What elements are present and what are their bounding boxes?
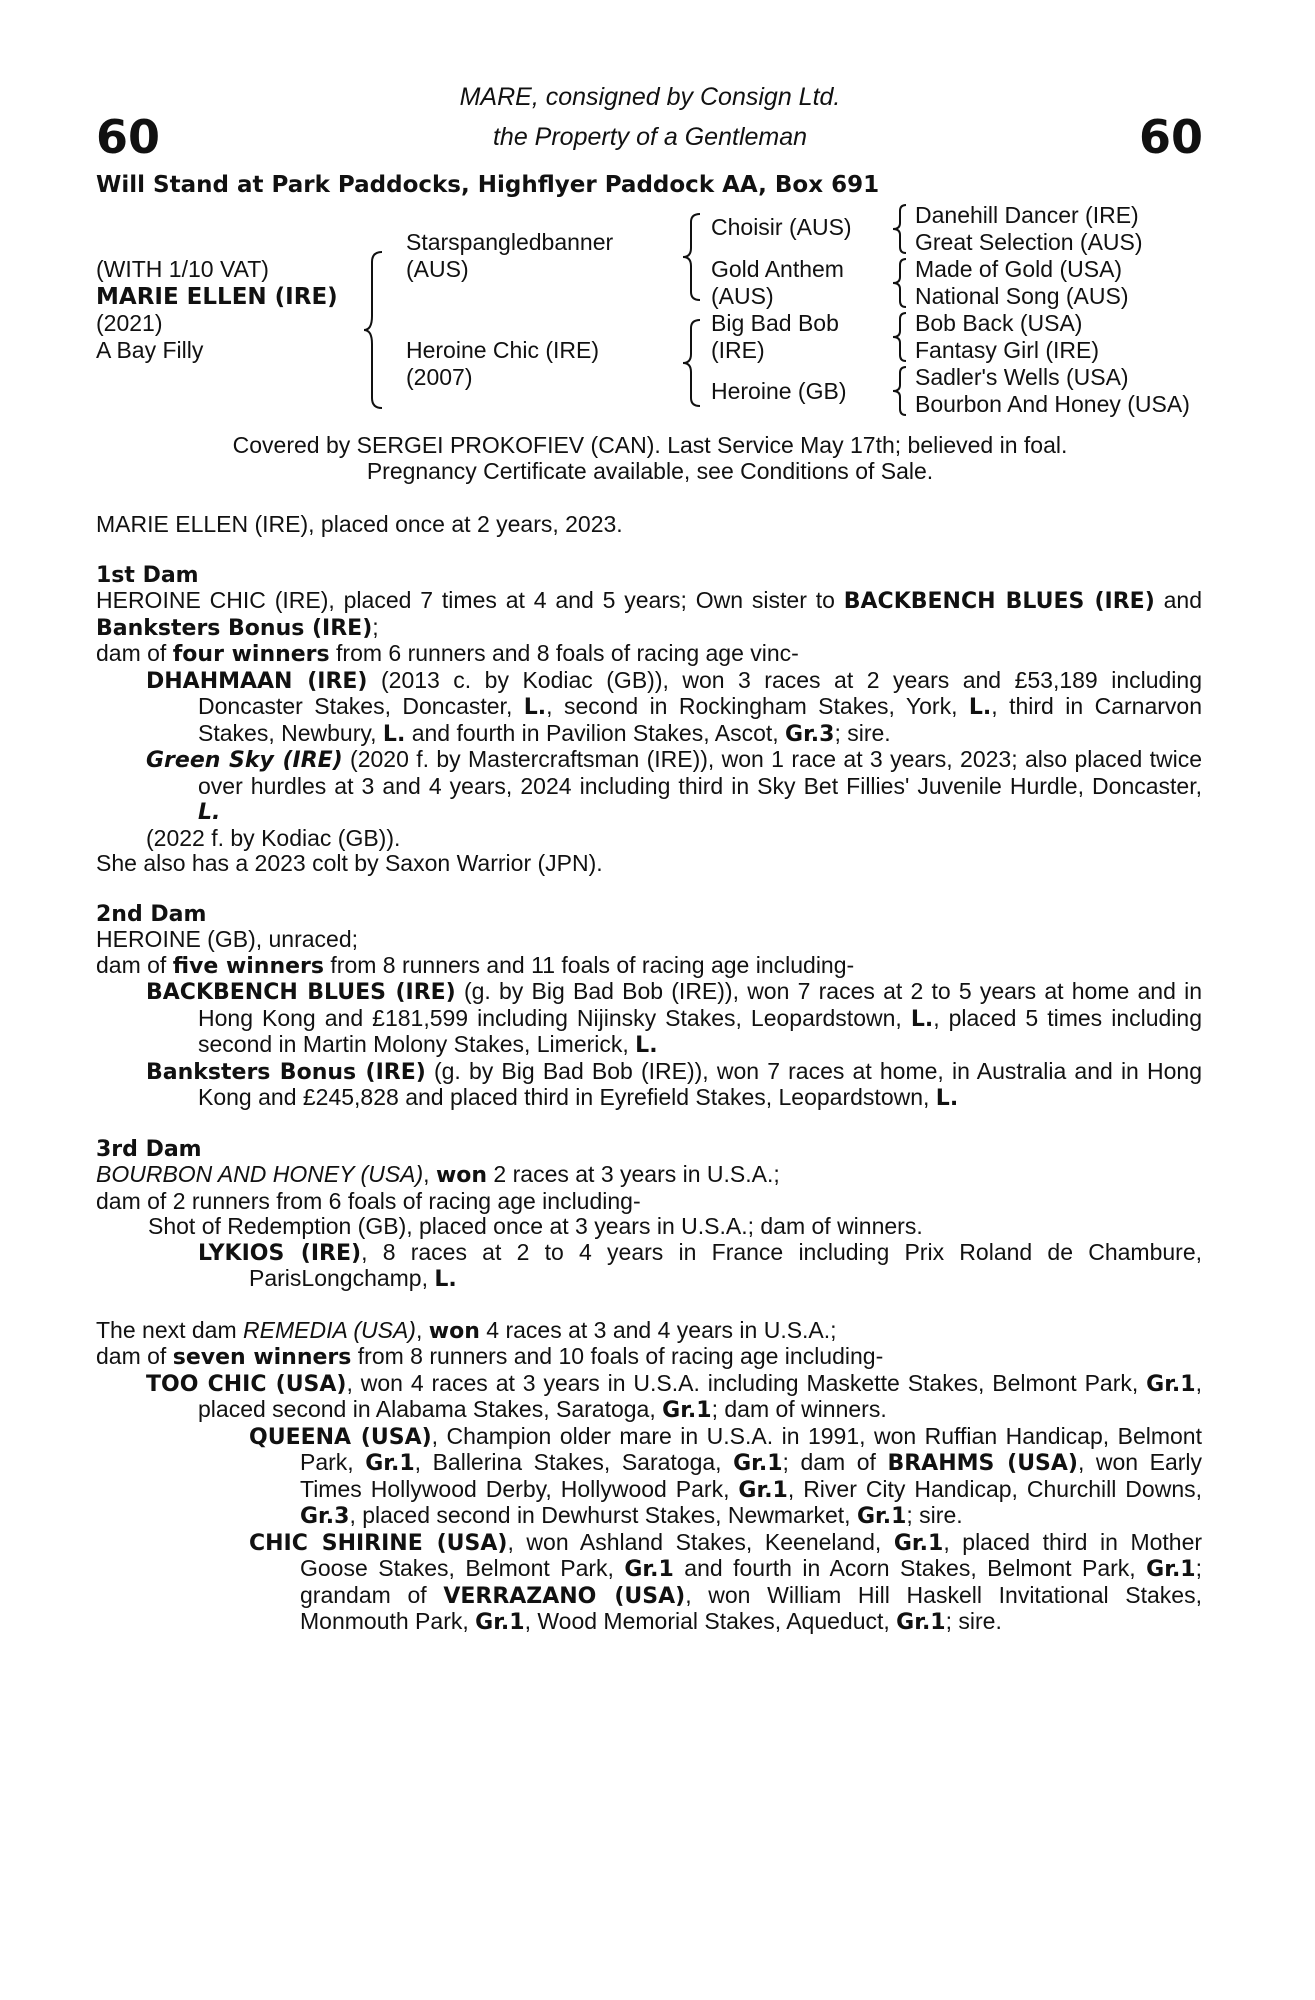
horse-year: (2021) — [96, 310, 163, 336]
dam3-description: BOURBON AND HONEY (USA), won 2 races at 3 years in U.S.A.; — [96, 1161, 780, 1188]
next-dam-produce: dam of seven winners from 8 runners and 10 foals of racing age including- — [96, 1343, 884, 1370]
next-dam-grandoffspring-2: CHIC SHIRINE (USA), won Ashland Stakes, Keeneland, Gr.1, placed third in Mother Goose Stakes, Belmont Park, Gr.1 and fourth in Acorn Stakes, Belmont Park, Gr.1; grandam of VERRAZANO (USA), won William Hill Haskell Invitational Stakes, Monmouth Park, Gr.1, Wood Memorial Stakes, Aqueduct, Gr.1; sire. — [249, 1528, 1203, 1635]
lot-number-left: 60 — [96, 110, 161, 164]
sire-name: Starspangledbanner — [406, 229, 614, 255]
dam-sire-sire: Bob Back (USA) — [915, 310, 1083, 336]
pedigree-brace-2 — [680, 212, 706, 302]
pedigree-brace-3 — [680, 318, 706, 408]
pedigree-brace-6 — [890, 311, 910, 363]
sire-dam: Gold Anthem — [711, 256, 844, 282]
pedigree-brace-1 — [362, 250, 388, 410]
dam3-grandoffspring-1: LYKIOS (IRE), 8 races at 2 to 4 years in France including Prix Roland de Chambure, ParisLongchamp, L. — [198, 1238, 1203, 1292]
dam2-offspring-1: BACKBENCH BLUES (IRE) (g. by Big Bad Bob (IRE)), won 7 races at 2 to 5 years at home and in Hong Kong and £181,599 including Nijinsky Stakes, Leopardstown, L., placed 5 times including second in Martin Molony Stakes, Limerick, L. — [146, 978, 1202, 1058]
dam-sire-country: (IRE) — [711, 337, 765, 363]
property-line: the Property of a Gentleman — [492, 123, 808, 151]
sire-sire: Choisir (AUS) — [711, 214, 852, 240]
dam3-heading: 3rd Dam — [96, 1136, 202, 1162]
dam-sire-dam: Fantasy Girl (IRE) — [915, 337, 1100, 363]
dam-dam-dam: Bourbon And Honey (USA) — [915, 391, 1190, 417]
pedigree-brace-7 — [890, 365, 910, 417]
dam1-also: She also has a 2023 colt by Saxon Warrior (JPN). — [96, 850, 603, 876]
next-dam-offspring-1: TOO CHIC (USA), won 4 races at 3 years in U.S.A. including Maskette Stakes, Belmont Park, Gr.1, placed second in Alabama Stakes, Saratoga, Gr.1; dam of winners. — [146, 1369, 1202, 1423]
sire-dam-sire: Made of Gold (USA) — [915, 256, 1123, 282]
dam3-offspring-1: Shot of Redemption (GB), placed once at 3 years in U.S.A.; dam of winners. — [148, 1213, 923, 1239]
covering-line-1: Covered by SERGEI PROKOFIEV (CAN). Last Service May 17th; believed in foal. — [232, 432, 1068, 458]
sire-sire-dam: Great Selection (AUS) — [915, 229, 1143, 255]
dam2-heading: 2nd Dam — [96, 901, 207, 927]
dam-year: (2007) — [406, 364, 473, 390]
dam-dam: Heroine (GB) — [711, 378, 847, 404]
dam1-produce: dam of four winners from 6 runners and 8 foals of racing age vinc- — [96, 640, 799, 667]
horse-vat: (WITH 1/10 VAT) — [96, 256, 269, 282]
dam-sire: Big Bad Bob — [711, 310, 839, 336]
dam-name: Heroine Chic (IRE) — [406, 337, 599, 363]
consignor-line: MARE, consigned by Consign Ltd. — [459, 83, 841, 111]
sire-dam-country: (AUS) — [711, 283, 774, 309]
pedigree-table — [0, 0, 1315, 440]
horse-name: MARIE ELLEN (IRE) — [96, 284, 338, 310]
catalogue-body — [96, 512, 1202, 1636]
horse-description: A Bay Filly — [96, 337, 204, 363]
covering-line-2: Pregnancy Certificate available, see Conditions of Sale. — [366, 458, 934, 484]
dam-dam-sire: Sadler's Wells (USA) — [915, 364, 1129, 390]
next-dam-description: The next dam REMEDIA (USA), won 4 races at 3 and 4 years in U.S.A.; — [96, 1316, 837, 1344]
dam1-offspring-2: Green Sky (IRE) (2020 f. by Mastercraftsman (IRE)), won 1 race at 3 years, 2023; also placed twice over hurdles at 3 and 4 years, 2024 including third in Sky Bet Fillies' Juvenile Hurdle, Doncaster, L. — [146, 746, 1202, 825]
dam2-offspring-2: Banksters Bonus (IRE) (g. by Big Bad Bob (IRE)), won 7 races at home, in Australia and in Hong Kong and £245,828 and placed third in Eyrefield Stakes, Leopardstown, L. — [146, 1057, 1202, 1111]
lot-number-right: 60 — [1138, 110, 1203, 164]
dam2-produce: dam of five winners from 8 runners and 11 foals of racing age including- — [96, 951, 855, 979]
sire-sire-sire: Danehill Dancer (IRE) — [915, 202, 1139, 228]
sire-dam-dam: National Song (AUS) — [915, 283, 1129, 309]
stand-location: Will Stand at Park Paddocks, Highflyer Paddock AA, Box 691 — [96, 172, 880, 198]
intro-line: MARIE ELLEN (IRE), placed once at 2 years, 2023. — [96, 511, 623, 537]
dam1-offspring-1: DHAHMAAN (IRE) (2013 c. by Kodiac (GB)), won 3 races at 2 years and £53,189 including Doncaster Stakes, Doncaster, L., second in Rockingham Stakes, York, L., third in Carnarvon Stakes, Newbury, L. and fourth in Pavilion Stakes, Ascot, Gr.3; sire. — [146, 666, 1202, 747]
pedigree-brace-4 — [890, 203, 910, 255]
dam2-description: HEROINE (GB), unraced; — [96, 926, 359, 952]
next-dam-grandoffspring-1: QUEENA (USA), Champion older mare in U.S.A. in 1991, won Ruffian Handicap, Belmont Park, Gr.1, Ballerina Stakes, Saratoga, Gr.1; dam of BRAHMS (USA), won Early Times Hollywood Derby, Hollywood Park, Gr.1, River City Handicap, Churchill Downs, Gr.3, placed second in Dewhurst Stakes, Newmarket, Gr.1; sire. — [249, 1422, 1203, 1529]
sire-country: (AUS) — [406, 256, 469, 282]
dam1-description: HEROINE CHIC (IRE), placed 7 times at 4 and 5 years; Own sister to BACKBENCH BLUES (IRE) and Banksters Bonus (IRE); — [96, 587, 1202, 641]
dam1-heading: 1st Dam — [96, 562, 199, 588]
dam3-produce: dam of 2 runners from 6 foals of racing age including- — [96, 1187, 641, 1214]
dam1-offspring-3: (2022 f. by Kodiac (GB)). — [146, 824, 401, 851]
pedigree-brace-5 — [890, 257, 910, 309]
